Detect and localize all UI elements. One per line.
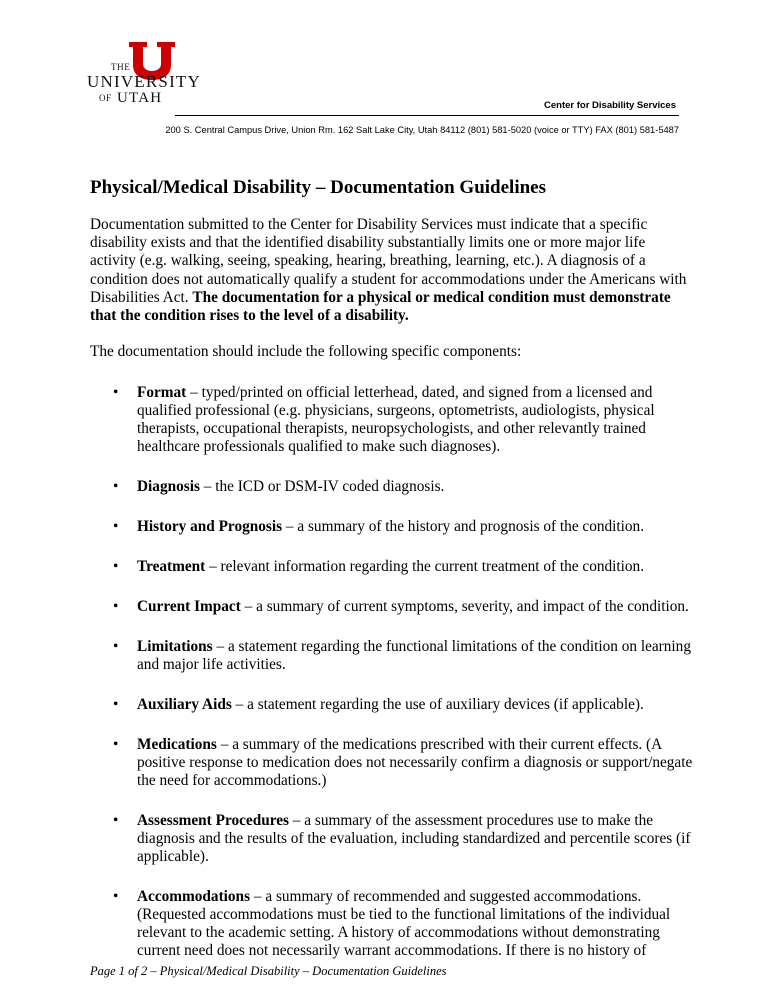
department-address: 200 S. Central Campus Drive, Union Rm. 162 Salt Lake City, Utah 84112 (801) 581-5020 (voice or TTY) FAX (801) 581-5487 [165, 125, 679, 135]
list-item [113, 888, 693, 960]
list-item [113, 696, 693, 714]
intro-text: Documentation submitted to the Center for Disability Services must indicate that a specific disability exists and that the identified disability substantially limits one or more major life activity (e.g. walking, seeing, speaking, hearing, breathing, learning, etc.). A diagnosis of a condition does not automatically qualify a student for accommodations under the Americans with Disabilities Act. [90, 216, 687, 306]
logo-the: THE [111, 62, 131, 72]
item-term: Assessment Procedures [137, 812, 289, 829]
item-text: – a statement regarding the use of auxiliary devices (if applicable). [231, 696, 644, 713]
intro-paragraph [90, 216, 690, 325]
header-divider [175, 115, 679, 116]
bullet-icon: • [113, 478, 119, 495]
bullet-icon: • [113, 384, 119, 401]
document-title: Physical/Medical Disability – Documentation Guidelines [90, 177, 547, 198]
logo-utah: UTAH [117, 90, 163, 106]
list-item [113, 736, 693, 790]
item-text: – a summary of the assessment procedures use to make the diagnosis and the results of the evaluation, including standardized and percentile scores (if applicable). [137, 812, 691, 865]
bullet-icon: • [113, 518, 119, 535]
bullet-icon: • [113, 638, 119, 655]
department-name: Center for Disability Services [544, 100, 676, 111]
item-term: Diagnosis [137, 478, 200, 495]
item-term: Medications [137, 736, 217, 753]
item-text: – the ICD or DSM-IV coded diagnosis. [199, 478, 445, 495]
bullet-icon: • [113, 558, 119, 575]
item-text: – a summary of current symptoms, severity, and impact of the condition. [240, 598, 689, 615]
intro-emphasis: The documentation for a physical or medical condition must demonstrate that the condition rises to the level of a disability. [90, 288, 671, 325]
item-term: Format [137, 384, 187, 401]
item-text: – relevant information regarding the current treatment of the condition. [205, 558, 645, 575]
item-term: Treatment [137, 558, 206, 575]
bullet-icon: • [113, 736, 119, 753]
item-term: Current Impact [137, 598, 241, 615]
list-item [113, 638, 693, 674]
item-text: – a summary of the history and prognosis of the condition. [282, 518, 645, 535]
item-term: Limitations [137, 638, 213, 655]
list-item [113, 558, 693, 576]
list-item [113, 384, 693, 456]
list-item [113, 518, 693, 536]
item-text: – a summary of recommended and suggested accommodations. (Requested accommodations must be tied to the functional limitations of the individual relevant to the academic setting. A history of accommodations without demonstrating current need does not necessarily warrant accommodations. If there is no history of [137, 888, 671, 959]
bullet-icon: • [113, 888, 119, 905]
components-list [113, 384, 693, 982]
logo-university: UNIVERSITY [87, 72, 201, 91]
item-text: – typed/printed on official letterhead, dated, and signed from a licensed and qualified professional (e.g. physicians, surgeons, optometrists, audiologists, physical therapists, occupational therapists, neuropsychologists, and other relevantly trained healthcare professionals qualified to make such diagnoses). [137, 384, 655, 455]
item-text: – a summary of the medications prescribed with their current effects. (A positive response to medication does not necessarily confirm a diagnosis or support/negate the need for accommodations.) [137, 736, 693, 789]
list-item [113, 598, 693, 616]
list-item [113, 812, 693, 866]
bullet-icon: • [113, 696, 119, 713]
item-term: Accommodations [137, 888, 251, 905]
list-item [113, 478, 693, 496]
bullet-icon: • [113, 598, 119, 615]
item-term: History and Prognosis [137, 518, 283, 535]
item-text: – a statement regarding the functional limitations of the condition on learning and major life activities. [137, 638, 691, 673]
university-logo [89, 40, 209, 110]
logo-of: OF [99, 93, 112, 103]
item-term: Auxiliary Aids [137, 696, 232, 713]
components-lead: The documentation should include the following specific components: [90, 343, 522, 360]
bullet-icon: • [113, 812, 119, 829]
page-footer: Page 1 of 2 – Physical/Medical Disability – Documentation Guidelines [90, 964, 447, 978]
